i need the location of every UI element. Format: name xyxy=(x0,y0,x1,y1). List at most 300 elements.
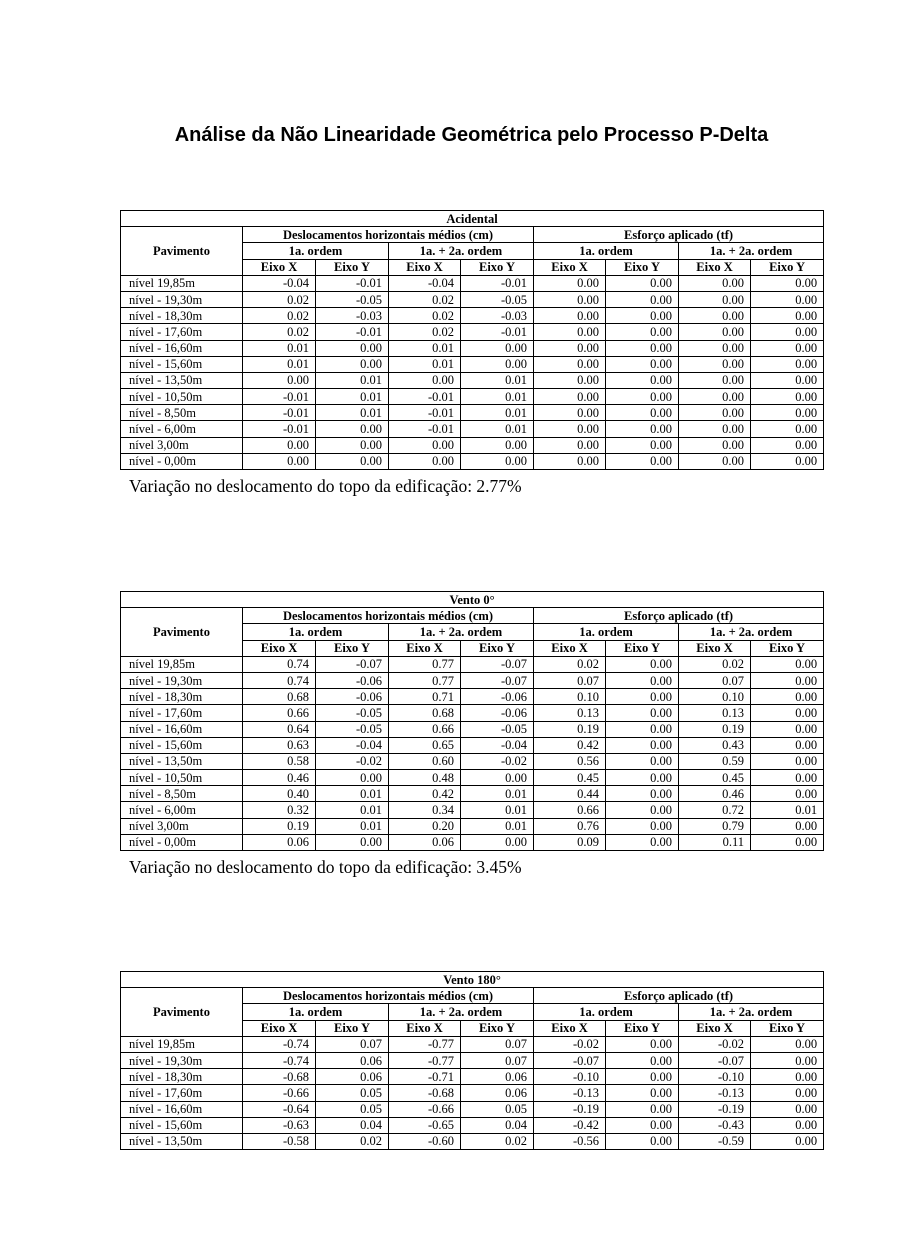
value-cell: 0.00 xyxy=(606,689,679,705)
value-cell: 0.00 xyxy=(679,275,751,291)
value-cell: 0.01 xyxy=(461,421,534,437)
value-cell: 0.66 xyxy=(534,802,606,818)
value-cell: -0.04 xyxy=(461,737,534,753)
value-cell: -0.01 xyxy=(389,405,461,421)
level-cell: nível - 17,60m xyxy=(121,324,243,340)
value-cell: 0.00 xyxy=(606,324,679,340)
axis-y-header: Eixo Y xyxy=(751,1020,824,1036)
value-cell: -0.58 xyxy=(243,1133,316,1149)
value-cell: 0.00 xyxy=(243,453,316,469)
value-cell: -0.03 xyxy=(461,308,534,324)
table-row xyxy=(121,1117,824,1133)
value-cell: 0.00 xyxy=(751,770,824,786)
value-cell: 0.00 xyxy=(606,737,679,753)
value-cell: -0.56 xyxy=(534,1133,606,1149)
table-caption-row xyxy=(121,592,824,608)
value-cell: 0.68 xyxy=(389,705,461,721)
value-cell: 0.00 xyxy=(606,1069,679,1085)
top-displacement-variation-note: Variação no deslocamento do topo da edificação: 2.77% xyxy=(129,476,522,496)
axis-x-header: Eixo X xyxy=(679,259,751,275)
value-cell: 0.46 xyxy=(679,786,751,802)
value-cell: -0.63 xyxy=(243,1117,316,1133)
value-cell: 0.04 xyxy=(316,1117,389,1133)
value-cell: 0.02 xyxy=(243,324,316,340)
value-cell: -0.65 xyxy=(389,1117,461,1133)
value-cell: 0.00 xyxy=(389,372,461,388)
table-row xyxy=(121,340,824,356)
value-cell: 0.01 xyxy=(243,340,316,356)
value-cell: -0.77 xyxy=(389,1036,461,1052)
table-row xyxy=(121,753,824,769)
value-cell: 0.00 xyxy=(606,672,679,688)
value-cell: 0.00 xyxy=(751,372,824,388)
axis-y-header: Eixo Y xyxy=(606,259,679,275)
value-cell: -0.07 xyxy=(461,656,534,672)
value-cell: 0.06 xyxy=(316,1069,389,1085)
value-cell: 0.00 xyxy=(534,389,606,405)
value-cell: 0.00 xyxy=(751,1036,824,1052)
value-cell: 0.07 xyxy=(534,672,606,688)
table-row xyxy=(121,689,824,705)
table-row xyxy=(121,737,824,753)
value-cell: 0.00 xyxy=(461,770,534,786)
value-cell: 0.02 xyxy=(461,1133,534,1149)
value-cell: -0.68 xyxy=(243,1069,316,1085)
header-row-groups xyxy=(121,988,824,1004)
value-cell: 0.02 xyxy=(534,656,606,672)
value-cell: 0.07 xyxy=(461,1052,534,1068)
value-cell: 0.64 xyxy=(243,721,316,737)
value-cell: 0.00 xyxy=(679,453,751,469)
value-cell: -0.02 xyxy=(461,753,534,769)
value-cell: -0.19 xyxy=(534,1101,606,1117)
value-cell: -0.01 xyxy=(243,405,316,421)
value-cell: 0.00 xyxy=(461,437,534,453)
value-cell: 0.00 xyxy=(243,437,316,453)
displacements-header: Deslocamentos horizontais médios (cm) xyxy=(243,227,534,243)
value-cell: 0.00 xyxy=(534,437,606,453)
value-cell: -0.01 xyxy=(389,389,461,405)
value-cell: -0.07 xyxy=(316,656,389,672)
value-cell: 0.00 xyxy=(461,356,534,372)
value-cell: -0.06 xyxy=(461,689,534,705)
axis-x-header: Eixo X xyxy=(389,640,461,656)
pavimento-header: Pavimento xyxy=(121,227,243,276)
value-cell: -0.43 xyxy=(679,1117,751,1133)
axis-x-header: Eixo X xyxy=(679,1020,751,1036)
results-table-acidental xyxy=(120,210,824,470)
value-cell: 0.19 xyxy=(243,818,316,834)
value-cell: 0.00 xyxy=(606,770,679,786)
value-cell: -0.42 xyxy=(534,1117,606,1133)
value-cell: 0.00 xyxy=(316,770,389,786)
value-cell: 0.05 xyxy=(461,1101,534,1117)
value-cell: 0.00 xyxy=(316,356,389,372)
value-cell: -0.07 xyxy=(679,1052,751,1068)
value-cell: 0.02 xyxy=(679,656,751,672)
value-cell: 0.09 xyxy=(534,834,606,850)
value-cell: 0.06 xyxy=(389,834,461,850)
value-cell: 0.00 xyxy=(461,453,534,469)
value-cell: 0.00 xyxy=(606,1133,679,1149)
table-row xyxy=(121,818,824,834)
level-cell: nível - 19,30m xyxy=(121,291,243,307)
value-cell: -0.04 xyxy=(243,275,316,291)
level-cell: nível - 15,60m xyxy=(121,737,243,753)
value-cell: 0.00 xyxy=(606,405,679,421)
value-cell: 0.00 xyxy=(606,818,679,834)
table-row xyxy=(121,834,824,850)
axis-y-header: Eixo Y xyxy=(316,259,389,275)
value-cell: 0.00 xyxy=(316,421,389,437)
value-cell: -0.74 xyxy=(243,1052,316,1068)
header-row-groups xyxy=(121,227,824,243)
value-cell: 0.00 xyxy=(679,324,751,340)
value-cell: 0.00 xyxy=(606,453,679,469)
value-cell: 0.63 xyxy=(243,737,316,753)
value-cell: 0.00 xyxy=(751,672,824,688)
value-cell: -0.64 xyxy=(243,1101,316,1117)
value-cell: 0.00 xyxy=(751,421,824,437)
value-cell: 0.07 xyxy=(461,1036,534,1052)
value-cell: 0.20 xyxy=(389,818,461,834)
value-cell: 0.00 xyxy=(679,421,751,437)
value-cell: 0.00 xyxy=(606,802,679,818)
value-cell: 0.19 xyxy=(534,721,606,737)
value-cell: -0.02 xyxy=(679,1036,751,1052)
value-cell: 0.01 xyxy=(316,786,389,802)
value-cell: 0.01 xyxy=(461,818,534,834)
table-row xyxy=(121,453,824,469)
value-cell: 0.00 xyxy=(534,291,606,307)
value-cell: 0.00 xyxy=(389,453,461,469)
value-cell: 0.01 xyxy=(316,372,389,388)
axis-y-header: Eixo Y xyxy=(316,1020,389,1036)
level-cell: nível 3,00m xyxy=(121,818,243,834)
displacements-header: Deslocamentos horizontais médios (cm) xyxy=(243,988,534,1004)
value-cell: 0.00 xyxy=(316,453,389,469)
level-cell: nível - 10,50m xyxy=(121,389,243,405)
table-row xyxy=(121,389,824,405)
axis-x-header: Eixo X xyxy=(534,640,606,656)
table-row xyxy=(121,308,824,324)
value-cell: 0.00 xyxy=(389,437,461,453)
table-row xyxy=(121,275,824,291)
value-cell: 0.00 xyxy=(751,1101,824,1117)
value-cell: 0.32 xyxy=(243,802,316,818)
table-row xyxy=(121,656,824,672)
table-row xyxy=(121,721,824,737)
value-cell: 0.01 xyxy=(461,389,534,405)
value-cell: 0.74 xyxy=(243,656,316,672)
value-cell: 0.00 xyxy=(606,753,679,769)
value-cell: -0.05 xyxy=(316,705,389,721)
applied-force-header: Esforço aplicado (tf) xyxy=(534,988,824,1004)
axis-x-header: Eixo X xyxy=(243,1020,316,1036)
value-cell: 0.66 xyxy=(389,721,461,737)
load-case-title: Vento 180° xyxy=(121,972,824,988)
value-cell: 0.59 xyxy=(679,753,751,769)
value-cell: 0.01 xyxy=(316,818,389,834)
value-cell: -0.13 xyxy=(534,1085,606,1101)
level-cell: nível - 16,60m xyxy=(121,1101,243,1117)
value-cell: 0.40 xyxy=(243,786,316,802)
value-cell: -0.04 xyxy=(389,275,461,291)
table-row xyxy=(121,372,824,388)
value-cell: 0.00 xyxy=(751,834,824,850)
value-cell: 0.05 xyxy=(316,1085,389,1101)
value-cell: 0.42 xyxy=(389,786,461,802)
level-cell: nível - 16,60m xyxy=(121,721,243,737)
level-cell: nível - 19,30m xyxy=(121,672,243,688)
first-order-header: 1a. ordem xyxy=(243,243,389,259)
table-row xyxy=(121,437,824,453)
table-caption-row xyxy=(121,211,824,227)
value-cell: 0.02 xyxy=(316,1133,389,1149)
table-row xyxy=(121,291,824,307)
axis-x-header: Eixo X xyxy=(389,259,461,275)
axis-x-header: Eixo X xyxy=(243,640,316,656)
applied-force-header: Esforço aplicado (tf) xyxy=(534,608,824,624)
table-row xyxy=(121,405,824,421)
header-row-groups xyxy=(121,608,824,624)
value-cell: 0.06 xyxy=(316,1052,389,1068)
table-row xyxy=(121,1133,824,1149)
value-cell: -0.01 xyxy=(389,421,461,437)
first-order-header: 1a. ordem xyxy=(243,1004,389,1020)
value-cell: -0.07 xyxy=(461,672,534,688)
value-cell: -0.01 xyxy=(316,275,389,291)
value-cell: 0.00 xyxy=(534,421,606,437)
value-cell: 0.00 xyxy=(751,453,824,469)
value-cell: 0.00 xyxy=(534,308,606,324)
value-cell: 0.00 xyxy=(606,421,679,437)
applied-force-header: Esforço aplicado (tf) xyxy=(534,227,824,243)
table-row xyxy=(121,705,824,721)
table-row xyxy=(121,1085,824,1101)
first-second-order-header: 1a. + 2a. ordem xyxy=(679,624,824,640)
value-cell: 0.60 xyxy=(389,753,461,769)
level-cell: nível - 13,50m xyxy=(121,372,243,388)
table-row xyxy=(121,1052,824,1068)
value-cell: 0.00 xyxy=(316,340,389,356)
value-cell: 0.42 xyxy=(534,737,606,753)
value-cell: 0.74 xyxy=(243,672,316,688)
value-cell: -0.66 xyxy=(243,1085,316,1101)
level-cell: nível - 13,50m xyxy=(121,753,243,769)
value-cell: 0.77 xyxy=(389,656,461,672)
value-cell: 0.00 xyxy=(751,818,824,834)
value-cell: -0.05 xyxy=(461,721,534,737)
value-cell: 0.00 xyxy=(606,275,679,291)
axis-x-header: Eixo X xyxy=(243,259,316,275)
value-cell: 0.01 xyxy=(316,405,389,421)
table-caption-row xyxy=(121,972,824,988)
page-title: Análise da Não Linearidade Geométrica pelo Processo P-Delta xyxy=(174,124,769,146)
value-cell: 0.00 xyxy=(679,389,751,405)
value-cell: 0.77 xyxy=(389,672,461,688)
value-cell: 0.01 xyxy=(461,802,534,818)
value-cell: 0.00 xyxy=(606,1085,679,1101)
level-cell: nível - 18,30m xyxy=(121,689,243,705)
value-cell: 0.00 xyxy=(679,372,751,388)
level-cell: nível - 13,50m xyxy=(121,1133,243,1149)
level-cell: nível - 6,00m xyxy=(121,802,243,818)
level-cell: nível - 15,60m xyxy=(121,1117,243,1133)
value-cell: 0.00 xyxy=(606,291,679,307)
value-cell: 0.72 xyxy=(679,802,751,818)
results-table-vento-0 xyxy=(120,591,824,851)
value-cell: -0.10 xyxy=(534,1069,606,1085)
value-cell: -0.05 xyxy=(316,721,389,737)
value-cell: 0.00 xyxy=(606,1052,679,1068)
value-cell: -0.07 xyxy=(534,1052,606,1068)
load-case-title: Acidental xyxy=(121,211,824,227)
value-cell: 0.00 xyxy=(751,753,824,769)
value-cell: 0.00 xyxy=(606,721,679,737)
value-cell: 0.00 xyxy=(751,786,824,802)
value-cell: 0.00 xyxy=(606,340,679,356)
level-cell: nível 19,85m xyxy=(121,656,243,672)
value-cell: 0.00 xyxy=(679,308,751,324)
axis-y-header: Eixo Y xyxy=(461,1020,534,1036)
displacements-header: Deslocamentos horizontais médios (cm) xyxy=(243,608,534,624)
value-cell: 0.06 xyxy=(461,1069,534,1085)
value-cell: -0.03 xyxy=(316,308,389,324)
value-cell: 0.00 xyxy=(534,275,606,291)
level-cell: nível - 16,60m xyxy=(121,340,243,356)
table-row xyxy=(121,1036,824,1052)
level-cell: nível - 6,00m xyxy=(121,421,243,437)
value-cell: 0.00 xyxy=(534,405,606,421)
value-cell: 0.00 xyxy=(534,372,606,388)
value-cell: 0.44 xyxy=(534,786,606,802)
value-cell: 0.00 xyxy=(606,437,679,453)
value-cell: 0.00 xyxy=(461,834,534,850)
value-cell: 0.00 xyxy=(751,308,824,324)
value-cell: 0.00 xyxy=(534,453,606,469)
axis-y-header: Eixo Y xyxy=(606,640,679,656)
value-cell: 0.01 xyxy=(461,786,534,802)
value-cell: 0.07 xyxy=(679,672,751,688)
value-cell: -0.06 xyxy=(316,689,389,705)
value-cell: 0.02 xyxy=(243,308,316,324)
value-cell: 0.01 xyxy=(243,356,316,372)
value-cell: 0.46 xyxy=(243,770,316,786)
table-row xyxy=(121,1069,824,1085)
axis-x-header: Eixo X xyxy=(679,640,751,656)
value-cell: 0.00 xyxy=(606,705,679,721)
axis-y-header: Eixo Y xyxy=(606,1020,679,1036)
value-cell: 0.01 xyxy=(751,802,824,818)
value-cell: 0.00 xyxy=(606,372,679,388)
value-cell: 0.00 xyxy=(606,1101,679,1117)
value-cell: 0.00 xyxy=(534,340,606,356)
axis-y-header: Eixo Y xyxy=(316,640,389,656)
value-cell: 0.00 xyxy=(751,324,824,340)
value-cell: -0.01 xyxy=(316,324,389,340)
value-cell: 0.00 xyxy=(606,308,679,324)
value-cell: 0.02 xyxy=(243,291,316,307)
value-cell: 0.34 xyxy=(389,802,461,818)
value-cell: 0.00 xyxy=(751,291,824,307)
table-row xyxy=(121,1101,824,1117)
first-order-header: 1a. ordem xyxy=(534,624,679,640)
value-cell: -0.06 xyxy=(316,672,389,688)
pavimento-header: Pavimento xyxy=(121,608,243,657)
value-cell: -0.06 xyxy=(461,705,534,721)
value-cell: 0.01 xyxy=(389,356,461,372)
first-second-order-header: 1a. + 2a. ordem xyxy=(389,1004,534,1020)
first-second-order-header: 1a. + 2a. ordem xyxy=(679,243,824,259)
value-cell: 0.00 xyxy=(606,356,679,372)
level-cell: nível - 0,00m xyxy=(121,453,243,469)
value-cell: 0.13 xyxy=(534,705,606,721)
table-row xyxy=(121,356,824,372)
value-cell: 0.56 xyxy=(534,753,606,769)
value-cell: 0.00 xyxy=(751,1133,824,1149)
axis-y-header: Eixo Y xyxy=(751,640,824,656)
value-cell: -0.05 xyxy=(316,291,389,307)
value-cell: 0.19 xyxy=(679,721,751,737)
value-cell: 0.00 xyxy=(751,356,824,372)
value-cell: 0.01 xyxy=(461,372,534,388)
load-case-title: Vento 0° xyxy=(121,592,824,608)
value-cell: 0.00 xyxy=(243,372,316,388)
value-cell: 0.02 xyxy=(389,308,461,324)
value-cell: 0.00 xyxy=(751,389,824,405)
level-cell: nível - 18,30m xyxy=(121,308,243,324)
level-cell: nível 19,85m xyxy=(121,1036,243,1052)
table-row xyxy=(121,770,824,786)
value-cell: 0.00 xyxy=(751,689,824,705)
table-row xyxy=(121,672,824,688)
value-cell: 0.00 xyxy=(751,1117,824,1133)
value-cell: -0.19 xyxy=(679,1101,751,1117)
value-cell: 0.00 xyxy=(534,324,606,340)
first-order-header: 1a. ordem xyxy=(534,243,679,259)
first-second-order-header: 1a. + 2a. ordem xyxy=(389,624,534,640)
value-cell: -0.60 xyxy=(389,1133,461,1149)
value-cell: 0.45 xyxy=(534,770,606,786)
value-cell: 0.00 xyxy=(751,1069,824,1085)
axis-x-header: Eixo X xyxy=(534,1020,606,1036)
value-cell: 0.00 xyxy=(679,356,751,372)
value-cell: 0.00 xyxy=(679,291,751,307)
table-row xyxy=(121,421,824,437)
value-cell: 0.13 xyxy=(679,705,751,721)
value-cell: -0.01 xyxy=(243,389,316,405)
value-cell: 0.00 xyxy=(751,405,824,421)
value-cell: 0.00 xyxy=(679,405,751,421)
value-cell: 0.11 xyxy=(679,834,751,850)
value-cell: 0.01 xyxy=(389,340,461,356)
value-cell: -0.77 xyxy=(389,1052,461,1068)
axis-y-header: Eixo Y xyxy=(461,259,534,275)
first-order-header: 1a. ordem xyxy=(534,1004,679,1020)
table-row xyxy=(121,324,824,340)
value-cell: 0.00 xyxy=(461,340,534,356)
value-cell: 0.00 xyxy=(606,656,679,672)
value-cell: 0.00 xyxy=(606,389,679,405)
results-table-vento-180 xyxy=(120,971,824,1150)
axis-y-header: Eixo Y xyxy=(461,640,534,656)
axis-x-header: Eixo X xyxy=(534,259,606,275)
value-cell: 0.00 xyxy=(751,705,824,721)
value-cell: 0.68 xyxy=(243,689,316,705)
value-cell: -0.01 xyxy=(461,324,534,340)
first-second-order-header: 1a. + 2a. ordem xyxy=(679,1004,824,1020)
